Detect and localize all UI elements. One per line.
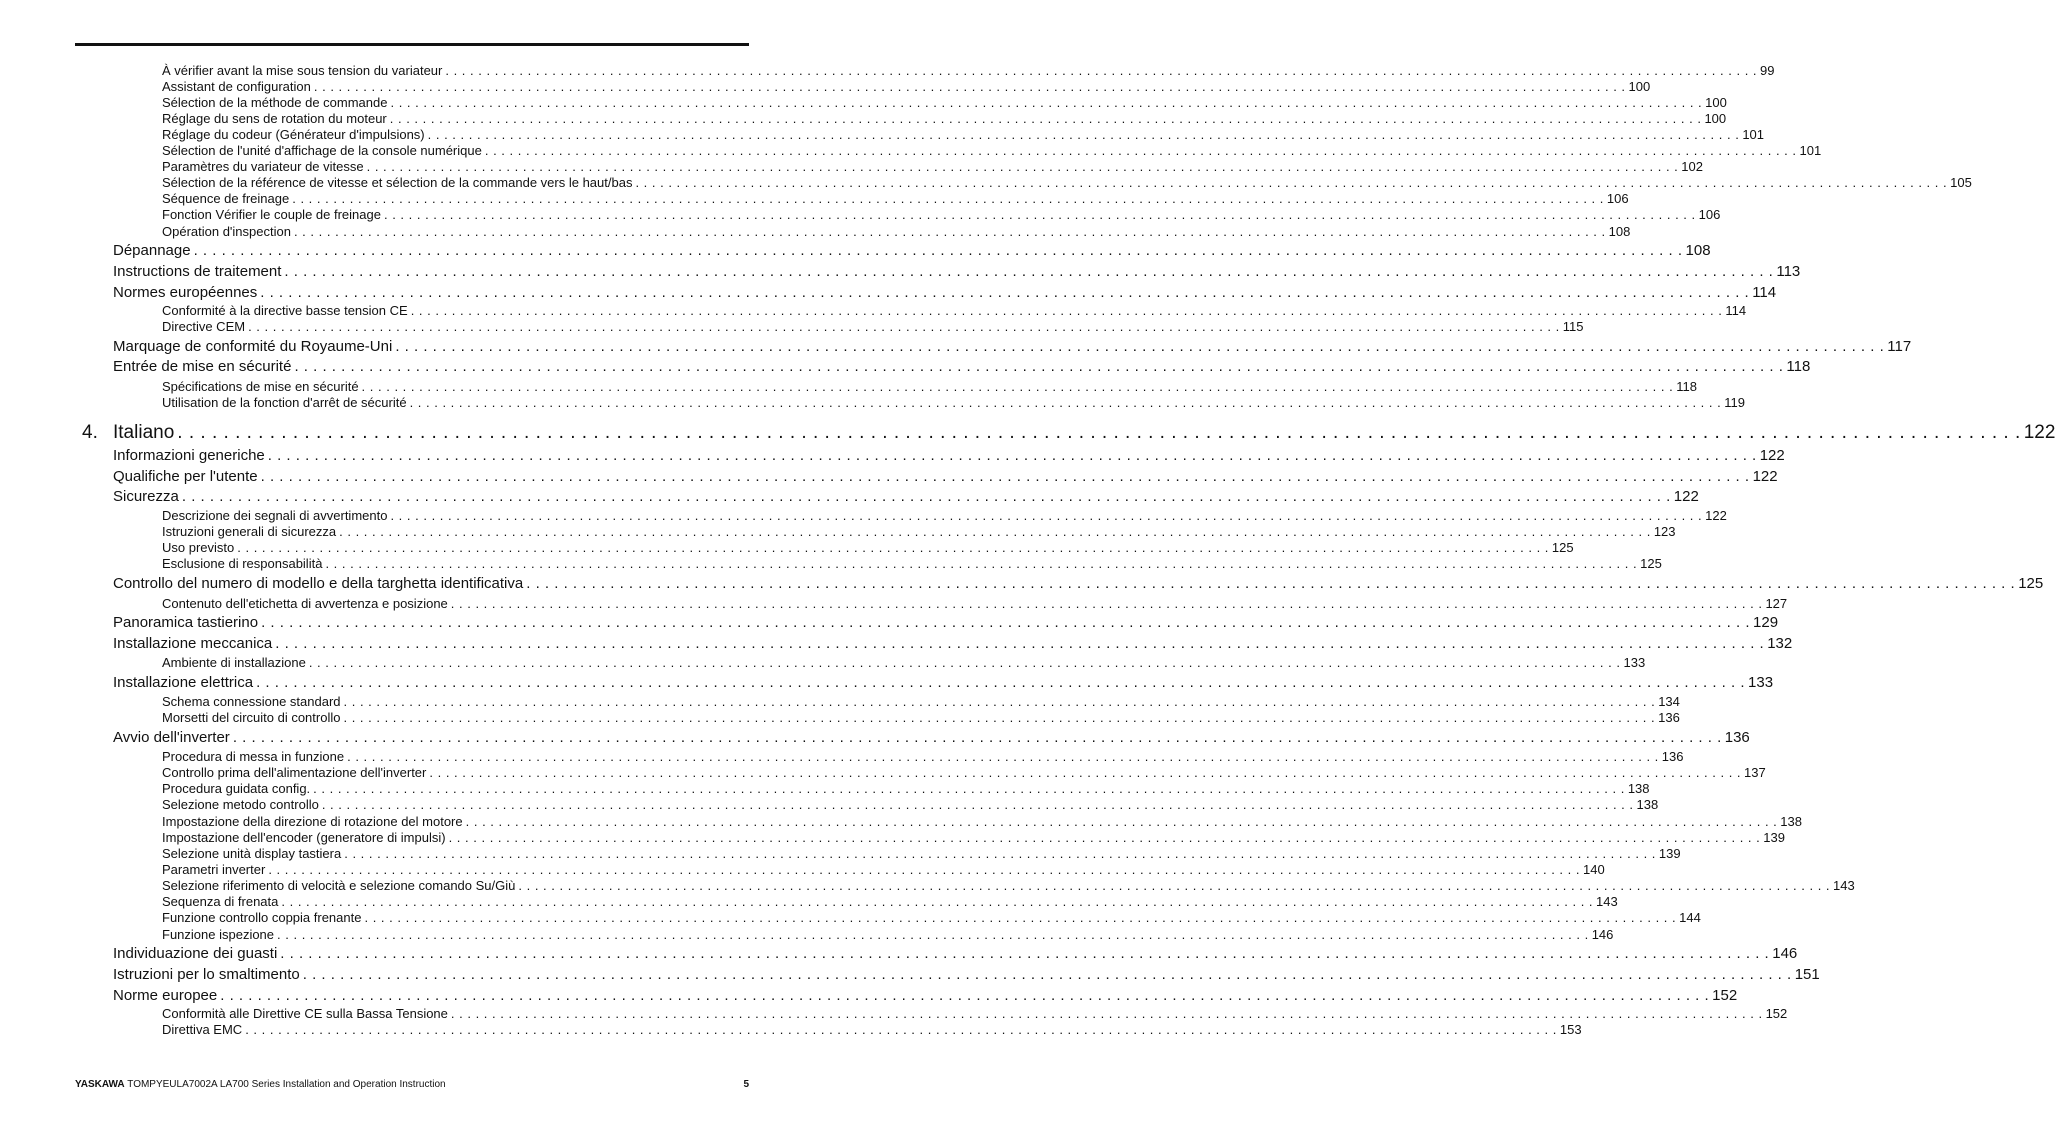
toc-entry[interactable]: [162, 797, 1659, 813]
toc-entry[interactable]: [162, 765, 1766, 781]
toc-entry[interactable]: [113, 447, 1785, 465]
toc-entry[interactable]: [113, 729, 1750, 747]
toc-entry-title: Sélection de la référence de vitesse et sélection de la commande vers le haut/bas: [162, 175, 633, 190]
toc-entry-title: Informazioni generiche: [113, 447, 265, 464]
toc-entry-page: 106: [1606, 191, 1629, 206]
toc-entry-title: Morsetti del circuito di controllo: [162, 710, 341, 725]
toc-chapter[interactable]: [82, 422, 2055, 444]
toc-entry-page: 101: [1742, 127, 1765, 142]
toc-entry[interactable]: [113, 635, 1793, 653]
leader-dots: . . . . . . . . . . . . . . . . . . . . . . . . . . . . . . . . . . . . . . . . . . . . . . . . . . . . . . . . . . . . . . . . . . . . . . . . . . . . . . . . . . . . . . . . . . . . . . . . . . . . . . . . . . . . . . . . . . . . . . . . . . . . . . . . . . . . . . . . . . . . . . . . . . . . . . . . . . . . . . . .: [390, 508, 1703, 523]
toc-entry-title: Assistant de configuration: [162, 79, 311, 94]
leader-dots: . . . . . . . . . . . . . . . . . . . . . . . . . . . . . . . . . . . . . . . . . . . . . . . . . . . . . . . . . . . . . . . . . . . . . . . . . . . . . . . . . . . . . . . . . . . . . . . . . . . . . . . . . . . . . . . . . . . . . . . . . . . . . . . . . . . . . . . . . . . . . . . . . . . . . . . . . . . . . . . .: [448, 830, 1761, 845]
toc-entry[interactable]: [162, 159, 1703, 175]
toc-entry-title: Réglage du codeur (Générateur d'impulsions): [162, 127, 425, 142]
toc-entry[interactable]: [162, 191, 1629, 207]
leader-dots: . . . . . . . . . . . . . . . . . . . . . . . . . . . . . . . . . . . . . . . . . . . . . . . . . . . . . . . . . . . . . . . . . . . . . . . . . . . . . . . . . . . . . . . . . . . . . . . . . . . . . . . . . . . . . . . . . . . . . . . . . . . . . . . . . . . . . . . . . . . . . . . . . . . . . . . . . . . . . . . .: [237, 540, 1549, 555]
toc-entry[interactable]: [162, 508, 1727, 524]
toc-entry[interactable]: [162, 143, 1822, 159]
leader-dots: . . . . . . . . . . . . . . . . . . . . . . . . . . . . . . . . . . . . . . . . . . . . . . . . . . . . . . . . . . . . . . . . . . . . . . . . . . . . . . . . . . . . . . . . . . . . . . . . . . . . . . . . . . . . . . . . . . . . . . . . . . . . . . . . . . . . . . . . . . . . . . . . . . . . . . . . . . . . . . . .: [325, 556, 1638, 571]
toc-entry-title: Funzione controllo coppia frenante: [162, 910, 362, 925]
toc-entry-page: 138: [1636, 797, 1659, 812]
leader-dots: . . . . . . . . . . . . . . . . . . . . . . . . . . . . . . . . . . . . . . . . . . . . . . . . . . . . . . . . . . . . . . . . . . . . . . . . . . . . . . . . . . . . . . . . . . . . . . . . . . . . . . . . . . . . . . . . . . . . . . . . . . . . . . . . . . . . . . . . . . . . . . . . . . . . . . . . . . . . . . . .: [294, 358, 1784, 375]
toc-entry-title: Contenuto dell'etichetta di avvertenza e posizione: [162, 596, 448, 611]
toc-entry[interactable]: [162, 379, 1697, 395]
toc-entry-page: 137: [1744, 765, 1766, 780]
toc-entry[interactable]: [113, 575, 2044, 593]
toc-entry-title: Conformité à la directive basse tension CE: [162, 303, 408, 318]
toc-entry-page: 115: [1562, 319, 1584, 334]
toc-entry-title: Impostazione della direzione di rotazione del motore: [162, 814, 463, 829]
toc-entry-title: Spécifications de mise en sécurité: [162, 379, 359, 394]
toc-entry-title: Istruzioni generali di sicurezza: [162, 524, 337, 539]
toc-entry[interactable]: [162, 111, 1727, 127]
footer-left: [75, 1079, 446, 1090]
brand-name: YASKAWA: [75, 1079, 125, 1090]
toc-entry-title: Séquence de freinage: [162, 191, 290, 206]
toc-entry-page: 144: [1679, 910, 1701, 925]
leader-dots: . . . . . . . . . . . . . . . . . . . . . . . . . . . . . . . . . . . . . . . . . . . . . . . . . . . . . . . . . . . . . . . . . . . . . . . . . . . . . . . . . . . . . . . . . . . . . . . . . . . . . . . . . . . . . . . . . . . . . . . . . . . . . . . . . . . . . . . . . . . . . . . . . . . . . . . . . . . . . . . .: [313, 781, 1625, 796]
toc-entry-title: Sicurezza: [113, 488, 179, 505]
toc-entry-page: 134: [1658, 694, 1680, 709]
toc-entry-page: 136: [1724, 729, 1750, 746]
leader-dots: . . . . . . . . . . . . . . . . . . . . . . . . . . . . . . . . . . . . . . . . . . . . . . . . . . . . . . . . . . . . . . . . . . . . . . . . . . . . . . . . . . . . . . . . . . . . . . . . . . . . . . . . . . . . . . . . . . . . . . . . . . . . . . . . . . . . . . . . . . . . . . . . . . . . . . . . . . . . . . . .: [232, 729, 1722, 746]
leader-dots: . . . . . . . . . . . . . . . . . . . . . . . . . . . . . . . . . . . . . . . . . . . . . . . . . . . . . . . . . . . . . . . . . . . . . . . . . . . . . . . . . . . . . . . . . . . . . . . . . . . . . . . . . . . . . . . . . . . . . . . . . . . . . . . . . . . . . . . . . . . . . . . . . . . . . . . . . . . . . . . .: [364, 910, 1677, 925]
toc-entry[interactable]: [113, 966, 1820, 984]
toc-entry-title: Direttiva EMC: [162, 1022, 243, 1037]
toc-entry-page: 119: [1724, 395, 1745, 410]
toc-entry-title: Sequenza di frenata: [162, 894, 279, 909]
toc-entry-page: 108: [1608, 224, 1631, 239]
toc-entry[interactable]: [162, 224, 1631, 240]
toc-entry-title: Italiano: [113, 422, 175, 443]
toc-entry[interactable]: [162, 63, 1775, 79]
leader-dots: . . . . . . . . . . . . . . . . . . . . . . . . . . . . . . . . . . . . . . . . . . . . . . . . . . . . . . . . . . . . . . . . . . . . . . . . . . . . . . . . . . . . . . . . . . . . . . . . . . . . . . . . . . . . . . . . . . . . . . . . . . . . . . . . . . . . . . . . . . . . . . . . . . . . . . . . . . . . . . . .: [220, 987, 1710, 1004]
leader-dots: . . . . . . . . . . . . . . . . . . . . . . . . . . . . . . . . . . . . . . . . . . . . . . . . . . . . . . . . . . . . . . . . . . . . . . . . . . . . . . . . . . . . . . . . . . . . . . . . . . . . . . . . . . . . . . . . . . . . . . . . . . . . . . . . . . . . . . . . . . . . . . . . . . . . . . . . . . . . . . . .: [450, 596, 1763, 611]
toc-entry[interactable]: [162, 207, 1721, 223]
toc-entry-page: 152: [1712, 987, 1738, 1004]
page-number: 5: [743, 1079, 749, 1090]
toc-entry-page: 117: [1887, 338, 1912, 355]
leader-dots: . . . . . . . . . . . . . . . . . . . . . . . . . . . . . . . . . . . . . . . . . . . . . . . . . . . . . . . . . . . . . . . . . . . . . . . . . . . . . . . . . . . . . . . . . . . . . . . . . . . . . . . . . . . . . . . . . . . . . . . . . . . . . . . . . . . . . . . . . . . . . . . . . . . . . . . . . . . . . . . .: [193, 242, 1683, 259]
toc-entry-title: Fonction Vérifier le couple de freinage: [162, 207, 381, 222]
toc-entry-page: 143: [1833, 878, 1855, 893]
toc-entry-page: 100: [1628, 79, 1651, 94]
toc-entry[interactable]: [162, 655, 1646, 671]
leader-dots: . . . . . . . . . . . . . . . . . . . . . . . . . . . . . . . . . . . . . . . . . . . . . . . . . . . . . . . . . . . . . . . . . . . . . . . . . . . . . . . . . . . . . . . . . . . . . . . . . . . . . . . . . . . . . . . . . . . . . . . . . . . . . . . . . . . . . . . . . . . . . . . . . . . . . . . . . . . . . . . .: [260, 468, 1750, 485]
leader-dots: . . . . . . . . . . . . . . . . . . . . . . . . . . . . . . . . . . . . . . . . . . . . . . . . . . . . . . . . . . . . . . . . . . . . . . . . . . . . . . . . . . . . . . . . . . . . . . . . . . . . . . . . . . . . . . . . . . . . . . . . . . . . . . . . . . . . . . . . . . . . . . . . . . . . . . . . . . . . . . . .: [321, 797, 1634, 812]
toc-entry[interactable]: [162, 319, 1584, 335]
leader-dots: . . . . . . . . . . . . . . . . . . . . . . . . . . . . . . . . . . . . . . . . . . . . . . . . . . . . . . . . . . . . . . . . . . . . . . . . . . . . . . . . . . . . . . . . . . . . . . . . . . . . . . . . . . . . . . . . . . . . . . . . . . . . . . . . . . . . . . . . . . . . . . . . . . . . . . . . . . . . . . . .: [284, 263, 1774, 280]
chapter-number: 4.: [82, 422, 98, 443]
toc-entry-page: 129: [1753, 614, 1779, 631]
toc-entry-title: Directive CEM: [162, 319, 246, 334]
toc-entry-title: Paramètres du variateur de vitesse: [162, 159, 364, 174]
toc-entry[interactable]: [113, 242, 1711, 260]
leader-dots: . . . . . . . . . . . . . . . . . . . . . . . . . . . . . . . . . . . . . . . . . . . . . . . . . . . . . . . . . . . . . . . . . . . . . . . . . . . . . . . . . . . . . . . . . . . . . . . . . . . . . . . . . . . . . . . . . . . . . . . . . . . . . . . . . . . . . . . . . . . . . . . . . . . . . . . . . . . . . . . .: [313, 79, 1626, 94]
toc-entry[interactable]: [162, 781, 1650, 797]
toc-entry[interactable]: [162, 814, 1802, 830]
toc-entry-title: Individuazione dei guasti: [113, 945, 278, 962]
toc-entry-page: 152: [1765, 1006, 1788, 1021]
toc-entry[interactable]: [162, 540, 1574, 556]
leader-dots: . . . . . . . . . . . . . . . . . . . . . . . . . . . . . . . . . . . . . . . . . . . . . . . . . . . . . . . . . . . . . . . . . . . . . . . . . . . . . . . . . . . . . . . . . . . . . . . . . . . . . . . . . . . . . . . . . . . . . . . . . . . . . . . . . . . . . . . . . . . . . . . . . . . . . . . . . . . . . . . .: [260, 284, 1750, 301]
document-title: TOMPYEULA7002A LA700 Series Installation and Operation Instruction: [127, 1079, 446, 1090]
leader-dots: . . . . . . . . . . . . . . . . . . . . . . . . . . . . . . . . . . . . . . . . . . . . . . . . . . . . . . . . . . . . . . . . . . . . . . . . . . . . . . . . . . . . . . . . . . . . . . . . . . . . . . . . . . . . . . . . . . . . . . . . . . . . . . . . . . . . . . . . . . . . . . . . . . . . . . . . . . . . . . . .: [275, 635, 1765, 652]
toc-entry-title: Sélection de la méthode de commande: [162, 95, 388, 110]
toc-entry-page: 114: [1752, 284, 1777, 301]
leader-dots: . . . . . . . . . . . . . . . . . . . . . . . . . . . . . . . . . . . . . . . . . . . . . . . . . . . . . . . . . . . . . . . . . . . . . . . . . . . . . . . . . . . . . . . . . . . . . . . . . . . . . . . . . . . . . . . . . . . . . . . . . . . . . . . . . . . . . . . . . . . . . . . . . . . . . . . . . . . . . . . .: [256, 674, 1746, 691]
toc-entry-title: Selezione metodo controllo: [162, 797, 319, 812]
toc-entry-page: 132: [1767, 635, 1793, 652]
toc-entry-page: 140: [1582, 862, 1605, 877]
leader-dots: . . . . . . . . . . . . . . . . . . . . . . . . . . . . . . . . . . . . . . . . . . . . . . . . . . . . . . . . . . . . . . . . . . . . . . . . . . . . . . . . . . . . . . . . . . . . . . . . . . . . . . . . . . . . . . . . . . . . . . . . . . . . . . . . . . . . . . . . . . . . . . . . . . . . . . . . . . . . . . . .: [268, 862, 1580, 877]
leader-dots: . . . . . . . . . . . . . . . . . . . . . . . . . . . . . . . . . . . . . . . . . . . . . . . . . . . . . . . . . . . . . . . . . . . . . . . . . . . . . . . . . . . . . . . . . . . . . . . . . . . . . . . . . . . . . . . . . . . . . . . . . . . . . . . . . . . . . . . . . . . . . . . . . . . . . . . . . . . . . . . .: [343, 694, 1656, 709]
leader-dots: . . . . . . . . . . . . . . . . . . . . . . . . . . . . . . . . . . . . . . . . . . . . . . . . . . . . . . . . . . . . . . . . . . . . . . . . . . . . . . . . . . . . . . . . . . . . . . . . . . . . . . . . . . . . . . . . . . . . . . . . . . . . . . . . . . . . . . . . . . . . . . . . . . . . . . . . . . . . . . . .: [248, 319, 1560, 334]
leader-dots: . . . . . . . . . . . . . . . . . . . . . . . . . . . . . . . . . . . . . . . . . . . . . . . . . . . . . . . . . . . . . . . . . . . . . . . . . . . . . . . . . . . . . . . . . . . . . . . . . . . . . . . . . . . . . . . . . . . . . . . . . . . . . . . . . . . . . . . . . . . . . . . . . . . . . . . . . . . . . . . .: [390, 95, 1703, 110]
leader-dots: . . . . . . . . . . . . . . . . . . . . . . . . . . . . . . . . . . . . . . . . . . . . . . . . . . . . . . . . . . . . . . . . . . . . . . . . . . . . . . . . . . . . . . . . . . . . . . . . . . . . . . . . . . . . . . . . . . . . . . . . . . . . . . . . . . . . . . . . . . . . . . . . . . . . . . . . . . . . . . . .: [344, 846, 1656, 861]
toc-entry-page: 125: [2018, 575, 2044, 592]
leader-dots: . . . . . . . . . . . . . . . . . . . . . . . . . . . . . . . . . . . . . . . . . . . . . . . . . . . . . . . . . . . . . . . . . . . . . . . . . . . . . . . . . . . . . . . . . . . . . . . . . . . . . . . . . . . . . . . . . . . . . . . . . . . . . . . . . . . . . . . . . . . . . . . . . . . . . . . . . . . . . . . .: [277, 927, 1589, 942]
toc-entry-page: 122: [2023, 422, 2055, 443]
leader-dots: . . . . . . . . . . . . . . . . . . . . . . . . . . . . . . . . . . . . . . . . . . . . . . . . . . . . . . . . . . . . . . . . . . . . . . . . . . . . . . . . . . . . . . . . . . . . . . . . . . . . . . . . . . . . . . . . . . . . . . . . . . . . . . . . . . . . . . . . . . . . . . . . . . . . . . . . . . . . . . . .: [427, 127, 1740, 142]
toc-entry[interactable]: [113, 987, 1738, 1005]
toc-entry-title: Selezione unità display tastiera: [162, 846, 342, 861]
leader-dots: . . . . . . . . . . . . . . . . . . . . . . . . . . . . . . . . . . . . . . . . . . . . . . . . . . . . . . . . . . . . . . . . . . . . . . . . . . . . . . . . . . . . . . . . . . . . . . . . . . . . . . . . . . . . . . . . . . . . . . . . . . . . . . . . . . . . . . . . . . . . . . . . . . . . . . . . . . . . . . . .: [281, 894, 1594, 909]
toc-entry[interactable]: [113, 488, 1699, 506]
toc-entry[interactable]: [113, 338, 1912, 356]
toc-entry-page: 146: [1772, 945, 1798, 962]
toc-entry-page: 151: [1794, 966, 1820, 983]
toc-entry[interactable]: [162, 556, 1662, 572]
toc-entry-page: 118: [1676, 379, 1697, 394]
toc-entry[interactable]: [162, 710, 1680, 726]
toc-entry[interactable]: [162, 127, 1765, 143]
toc-entry-title: Procedura di messa in funzione: [162, 749, 345, 764]
leader-dots: . . . . . . . . . . . . . . . . . . . . . . . . . . . . . . . . . . . . . . . . . . . . . . . . . . . . . . . . . . . . . . . . . . . . . . . . . . . . . . . . . . . . . . . . . . . . . . . . . . . . . . . . . . . . . . . . . . . . . . . . . . . . . . . . . . . . . . . . . . . . . . . . . . . . . . . . . . . . . . . .: [361, 379, 1674, 394]
toc-entry-title: Installazione meccanica: [113, 635, 273, 652]
leader-dots: . . . . . . . . . . . . . . . . . . . . . . . . . . . . . . . . . . . . . . . . . . . . . . . . . . . . . . . . . . . . . . . . . . . . . . . . . . . . . . . . . . . . . . . . . . . . . . . . . . . . . . . . . . . . . . . . . . . . . . . . . . . . . . . . . . . . . . . . . . . . . . . . . . . . . . . . . . . . . . . .: [465, 814, 1778, 829]
leader-dots: . . . . . . . . . . . . . . . . . . . . . . . . . . . . . . . . . . . . . . . . . . . . . . . . . . . . . . . . . . . . . . . . . . . . . . . . . . . . . . . . . . . . . . . . . . . . . . . . . . . . . . . . . . . . . . . . . . . . . . . . . . . . . . . . . . . . . . . . . . . . . . . . . . . . . . . . . . . . . . . .: [410, 303, 1723, 318]
toc-entry-page: 102: [1681, 159, 1703, 174]
toc-entry-title: À vérifier avant la mise sous tension du variateur: [162, 63, 443, 78]
leader-dots: . . . . . . . . . . . . . . . . . . . . . . . . . . . . . . . . . . . . . . . . . . . . . . . . . . . . . . . . . . . . . . . . . . . . . . . . . . . . . . . . . . . . . . . . . . . . . . . . . . . . . . . . . . . . . . . . . . . . . . . . . . . . . . . . . . . . . . . . . . . . . . . . . . . . . . . . . . . . . . . .: [302, 966, 1792, 983]
leader-dots: . . . . . . . . . . . . . . . . . . . . . . . . . . . . . . . . . . . . . . . . . . . . . . . . . . . . . . . . . . . . . . . . . . . . . . . . . . . . . . . . . . . . . . . . . . . . . . . . . . . . . . . . . . . . . . . . . . . . . . . . . . . . . . . . . . . . . . . . . . . . . . . . . . . . . . . . . . . . . . . .: [292, 191, 1604, 206]
toc-entry-title: Istruzioni per lo smaltimento: [113, 966, 300, 983]
toc-entry-page: 136: [1658, 710, 1680, 725]
toc-entry-title: Dépannage: [113, 242, 191, 259]
leader-dots: . . . . . . . . . . . . . . . . . . . . . . . . . . . . . . . . . . . . . . . . . . . . . . . . . . . . . . . . . . . . . . . . . . . . . . . . . . . . . . . . . . . . . . . . . . . . . . . . . . . . . . . . . . . . . . . . . . . . . . . . . . . . . . . . . . . . . . . . . . . . . . . . . . . . . . . . . . . . . . . .: [409, 395, 1722, 410]
toc-entry-title: Opération d'inspection: [162, 224, 291, 239]
toc-entry[interactable]: [113, 358, 1811, 376]
toc-entry[interactable]: [162, 830, 1785, 846]
toc-entry-title: Installazione elettrica: [113, 674, 254, 691]
toc-entry[interactable]: [162, 910, 1701, 926]
toc-entry-title: Panoramica tastierino: [113, 614, 259, 631]
leader-dots: . . . . . . . . . . . . . . . . . . . . . . . . . . . . . . . . . . . . . . . . . . . . . . . . . . . . . . . . . . . . . . . . . . . . . . . . . . . . . . . . . . . . . . . . . . . . . . . . . . . . . . . . . . . . . . . . . . . . . . . . . . . . . . . . . . . . . . . . . . . . . . . . . . . . . . . . . . . . . . . .: [518, 878, 1831, 893]
toc-entry-title: Ambiente di installazione: [162, 655, 306, 670]
toc-entry-page: 118: [1786, 358, 1811, 375]
toc-entry[interactable]: [162, 524, 1676, 540]
toc-entry[interactable]: [162, 303, 1747, 319]
toc-entry-page: 113: [1776, 263, 1801, 280]
toc-entry[interactable]: [162, 596, 1788, 612]
toc-entry[interactable]: [113, 263, 1801, 281]
leader-dots: . . . . . . . . . . . . . . . . . . . . . . . . . . . . . . . . . . . . . . . . . . . . . . . . . . . . . . . . . . . . . . . . . . . . . . . . . . . . . . . . . . . . . . . . . . . . . . . . . . . . . . . . . . . . . . . . . . . . . . . . . . . . . . . . . . . . . . . . . . . . . . . . . . . . . . . . . . . . . . . .: [245, 1022, 1557, 1037]
toc-entry-title: Esclusione di responsabilità: [162, 556, 323, 571]
toc-entry-title: Funzione ispezione: [162, 927, 275, 942]
leader-dots: . . . . . . . . . . . . . . . . . . . . . . . . . . . . . . . . . . . . . . . . . . . . . . . . . . . . . . . . . . . . . . . . . . . . . . . . . . . . . . . . . . . . . . . . . . . . . . . . . . . . . . . . . . . . . . . . . . . . . . . . . . . . . . . . . . . . . . . . . . . . . . . . . . . . . . . . . . . . . . . .: [383, 207, 1696, 222]
toc-entry-title: Marquage de conformité du Royaume-Uni: [113, 338, 393, 355]
toc-entry[interactable]: [162, 95, 1727, 111]
toc-entry-page: 123: [1653, 524, 1676, 539]
toc-entry[interactable]: [162, 927, 1614, 943]
toc-entry[interactable]: [162, 1006, 1788, 1022]
leader-dots: . . . . . . . . . . . . . . . . . . . . . . . . . . . . . . . . . . . . . . . . . . . . . . . . . . . . . . . . . . . . . . . . . . . . . . . . . . . . . . . . . . . . . . . . . . . . . . . . . . . . . . . . . . . . . . . . . . . . . . . . . . . . . . . . . . . . . . . . . . . . . . . . . . . . . . . . . . . . . . . .: [450, 1006, 1763, 1021]
toc-entry-page: 153: [1559, 1022, 1582, 1037]
leader-dots: . . . . . . . . . . . . . . . . . . . . . . . . . . . . . . . . . . . . . . . . . . . . . . . . . . . . . . . . . . . . . . . . . . . . . . . . . . . . . . . . . . . . . . . . . . . . . . . . . . . . . . . . . . . . . . . . . . . . . . . . . . . . . . . . . . . . . . . . . . . . . . . . . . . . . . . . . . . . . . . .: [635, 175, 1948, 190]
toc-entry[interactable]: [162, 694, 1680, 710]
toc-entry[interactable]: [113, 468, 1778, 486]
toc-entry[interactable]: [162, 749, 1684, 765]
toc-entry-title: Avvio dell'inverter: [113, 729, 230, 746]
toc-entry[interactable]: [162, 1022, 1582, 1038]
toc-entry-page: 138: [1627, 781, 1650, 796]
toc-entry-page: 136: [1661, 749, 1684, 764]
toc-entry-page: 122: [1759, 447, 1785, 464]
leader-dots: . . . . . . . . . . . . . . . . . . . . . . . . . . . . . . . . . . . . . . . . . . . . . . . . . . . . . . . . . . . . . . . . . . . . . . . . . . . . . . . . . . . . . . . . . . . . . . . . . . . . . . . . . . . . . . . . . . . . . . . . . . . . . . . . . . . . . . . . . . . . . . . . . . . . . . . . . . . . . . . .: [177, 422, 2021, 443]
toc-entry-page: 100: [1705, 95, 1727, 110]
toc-entry-title: Schema connessione standard: [162, 694, 341, 709]
leader-dots: . . . . . . . . . . . . . . . . . . . . . . . . . . . . . . . . . . . . . . . . . . . . . . . . . . . . . . . . . . . . . . . . . . . . . . . . . . . . . . . . . . . . . . . . . . . . . . . . . . . . . . . . . . . . . . . . . . . . . . . . . . . . . . . . . . . . . . . . . . . . . . . . . . . . . . . . . . . . . . . .: [389, 111, 1702, 126]
toc-entry-page: 133: [1623, 655, 1646, 670]
toc-entry-page: 99: [1760, 63, 1775, 78]
toc-entry-title: Selezione riferimento di velocità e selezione comando Su/Giù: [162, 878, 516, 893]
leader-dots: . . . . . . . . . . . . . . . . . . . . . . . . . . . . . . . . . . . . . . . . . . . . . . . . . . . . . . . . . . . . . . . . . . . . . . . . . . . . . . . . . . . . . . . . . . . . . . . . . . . . . . . . . . . . . . . . . . . . . . . . . . . . . . . . . . . . . . . . . . . . . . . . . . . . . . . . . . . . . . . .: [339, 524, 1651, 539]
toc-entry[interactable]: [113, 614, 1779, 632]
toc-entry-page: 122: [1752, 468, 1778, 485]
toc-entry-page: 106: [1698, 207, 1721, 222]
toc-entry-page: 105: [1950, 175, 1972, 190]
leader-dots: . . . . . . . . . . . . . . . . . . . . . . . . . . . . . . . . . . . . . . . . . . . . . . . . . . . . . . . . . . . . . . . . . . . . . . . . . . . . . . . . . . . . . . . . . . . . . . . . . . . . . . . . . . . . . . . . . . . . . . . . . . . . . . . . . . . . . . . . . . . . . . . . . . . . . . . . . . . . . . . .: [429, 765, 1742, 780]
toc-entry-title: Controllo del numero di modello e della targhetta identificativa: [113, 575, 524, 592]
leader-dots: . . . . . . . . . . . . . . . . . . . . . . . . . . . . . . . . . . . . . . . . . . . . . . . . . . . . . . . . . . . . . . . . . . . . . . . . . . . . . . . . . . . . . . . . . . . . . . . . . . . . . . . . . . . . . . . . . . . . . . . . . . . . . . . . . . . . . . . . . . . . . . . . . . . . . . . . . . . . . . . .: [526, 575, 2016, 592]
leader-dots: . . . . . . . . . . . . . . . . . . . . . . . . . . . . . . . . . . . . . . . . . . . . . . . . . . . . . . . . . . . . . . . . . . . . . . . . . . . . . . . . . . . . . . . . . . . . . . . . . . . . . . . . . . . . . . . . . . . . . . . . . . . . . . . . . . . . . . . . . . . . . . . . . . . . . . . . . . . . . . . .: [280, 945, 1770, 962]
leader-dots: . . . . . . . . . . . . . . . . . . . . . . . . . . . . . . . . . . . . . . . . . . . . . . . . . . . . . . . . . . . . . . . . . . . . . . . . . . . . . . . . . . . . . . . . . . . . . . . . . . . . . . . . . . . . . . . . . . . . . . . . . . . . . . . . . . . . . . . . . . . . . . . . . . . . . . . . . . . . . . . .: [181, 488, 1671, 505]
toc-entry-title: Norme europee: [113, 987, 218, 1004]
toc-entry-page: 100: [1704, 111, 1727, 126]
toc-entry[interactable]: [113, 945, 1798, 963]
toc-entry-title: Normes européennes: [113, 284, 258, 301]
leader-dots: . . . . . . . . . . . . . . . . . . . . . . . . . . . . . . . . . . . . . . . . . . . . . . . . . . . . . . . . . . . . . . . . . . . . . . . . . . . . . . . . . . . . . . . . . . . . . . . . . . . . . . . . . . . . . . . . . . . . . . . . . . . . . . . . . . . . . . . . . . . . . . . . . . . . . . . . . . . . . . . .: [308, 655, 1621, 670]
toc-entry[interactable]: [162, 79, 1651, 95]
toc-entry-page: 143: [1596, 894, 1618, 909]
toc-entry[interactable]: [113, 284, 1777, 302]
toc-entry-page: 139: [1658, 846, 1681, 861]
leader-dots: . . . . . . . . . . . . . . . . . . . . . . . . . . . . . . . . . . . . . . . . . . . . . . . . . . . . . . . . . . . . . . . . . . . . . . . . . . . . . . . . . . . . . . . . . . . . . . . . . . . . . . . . . . . . . . . . . . . . . . . . . . . . . . . . . . . . . . . . . . . . . . . . . . . . . . . . . . . . . . . .: [395, 338, 1885, 355]
toc-entry-title: Utilisation de la fonction d'arrêt de sécurité: [162, 395, 407, 410]
toc-entry-title: Uso previsto: [162, 540, 235, 555]
leader-dots: . . . . . . . . . . . . . . . . . . . . . . . . . . . . . . . . . . . . . . . . . . . . . . . . . . . . . . . . . . . . . . . . . . . . . . . . . . . . . . . . . . . . . . . . . . . . . . . . . . . . . . . . . . . . . . . . . . . . . . . . . . . . . . . . . . . . . . . . . . . . . . . . . . . . . . . . . . . . . . . .: [343, 710, 1656, 725]
toc-entry[interactable]: [162, 878, 1855, 894]
toc-entry-title: Controllo prima dell'alimentazione dell'inverter: [162, 765, 427, 780]
toc-entry-title: Conformità alle Direttive CE sulla Bassa Tensione: [162, 1006, 448, 1021]
toc-entry[interactable]: [162, 846, 1681, 862]
leader-dots: . . . . . . . . . . . . . . . . . . . . . . . . . . . . . . . . . . . . . . . . . . . . . . . . . . . . . . . . . . . . . . . . . . . . . . . . . . . . . . . . . . . . . . . . . . . . . . . . . . . . . . . . . . . . . . . . . . . . . . . . . . . . . . . . . . . . . . . . . . . . . . . . . . . . . . . . . . . . . . . .: [293, 224, 1606, 239]
toc-entry[interactable]: [162, 894, 1618, 910]
top-rule: [75, 43, 749, 46]
toc-entry[interactable]: [113, 674, 1774, 692]
toc-entry-page: 122: [1705, 508, 1727, 523]
toc-entry-title: Procedura guidata config.: [162, 781, 311, 796]
toc-entry-title: Instructions de traitement: [113, 263, 282, 280]
toc-entry-title: Réglage du sens de rotation du moteur: [162, 111, 387, 126]
toc-entry-title: Sélection de l'unité d'affichage de la console numérique: [162, 143, 482, 158]
leader-dots: . . . . . . . . . . . . . . . . . . . . . . . . . . . . . . . . . . . . . . . . . . . . . . . . . . . . . . . . . . . . . . . . . . . . . . . . . . . . . . . . . . . . . . . . . . . . . . . . . . . . . . . . . . . . . . . . . . . . . . . . . . . . . . . . . . . . . . . . . . . . . . . . . . . . . . . . . . . . . . . .: [261, 614, 1751, 631]
toc-entry[interactable]: [162, 395, 1745, 411]
toc-entry-page: 122: [1673, 488, 1699, 505]
leader-dots: . . . . . . . . . . . . . . . . . . . . . . . . . . . . . . . . . . . . . . . . . . . . . . . . . . . . . . . . . . . . . . . . . . . . . . . . . . . . . . . . . . . . . . . . . . . . . . . . . . . . . . . . . . . . . . . . . . . . . . . . . . . . . . . . . . . . . . . . . . . . . . . . . . . . . . . . . . . . . . . .: [445, 63, 1758, 78]
toc-entry-page: 146: [1591, 927, 1614, 942]
leader-dots: . . . . . . . . . . . . . . . . . . . . . . . . . . . . . . . . . . . . . . . . . . . . . . . . . . . . . . . . . . . . . . . . . . . . . . . . . . . . . . . . . . . . . . . . . . . . . . . . . . . . . . . . . . . . . . . . . . . . . . . . . . . . . . . . . . . . . . . . . . . . . . . . . . . . . . . . . . . . . . . .: [267, 447, 1757, 464]
toc-entry-page: 125: [1640, 556, 1662, 571]
toc-entry-title: Descrizione dei segnali di avvertimento: [162, 508, 388, 523]
toc-entry-title: Impostazione dell'encoder (generatore di impulsi): [162, 830, 446, 845]
page-footer: [75, 1079, 749, 1090]
toc-entry-title: Qualifiche per l'utente: [113, 468, 258, 485]
toc-entry-page: 114: [1725, 303, 1747, 318]
toc-entry-page: 125: [1551, 540, 1574, 555]
leader-dots: . . . . . . . . . . . . . . . . . . . . . . . . . . . . . . . . . . . . . . . . . . . . . . . . . . . . . . . . . . . . . . . . . . . . . . . . . . . . . . . . . . . . . . . . . . . . . . . . . . . . . . . . . . . . . . . . . . . . . . . . . . . . . . . . . . . . . . . . . . . . . . . . . . . . . . . . . . . . . . . .: [484, 143, 1797, 158]
toc-entry[interactable]: [162, 862, 1605, 878]
toc-entry-page: 108: [1685, 242, 1711, 259]
toc-entry-page: 139: [1763, 830, 1785, 845]
leader-dots: . . . . . . . . . . . . . . . . . . . . . . . . . . . . . . . . . . . . . . . . . . . . . . . . . . . . . . . . . . . . . . . . . . . . . . . . . . . . . . . . . . . . . . . . . . . . . . . . . . . . . . . . . . . . . . . . . . . . . . . . . . . . . . . . . . . . . . . . . . . . . . . . . . . . . . . . . . . . . . . .: [347, 749, 1659, 764]
toc-entry-page: 127: [1765, 596, 1788, 611]
toc-entry-page: 138: [1780, 814, 1802, 829]
toc-entry-title: Entrée de mise en sécurité: [113, 358, 292, 375]
toc-entry-title: Parametri inverter: [162, 862, 266, 877]
leader-dots: . . . . . . . . . . . . . . . . . . . . . . . . . . . . . . . . . . . . . . . . . . . . . . . . . . . . . . . . . . . . . . . . . . . . . . . . . . . . . . . . . . . . . . . . . . . . . . . . . . . . . . . . . . . . . . . . . . . . . . . . . . . . . . . . . . . . . . . . . . . . . . . . . . . . . . . . . . . . . . . .: [366, 159, 1679, 174]
toc-entry-page: 101: [1799, 143, 1822, 158]
toc-entry-page: 133: [1748, 674, 1774, 691]
toc-entry[interactable]: [162, 175, 1972, 191]
